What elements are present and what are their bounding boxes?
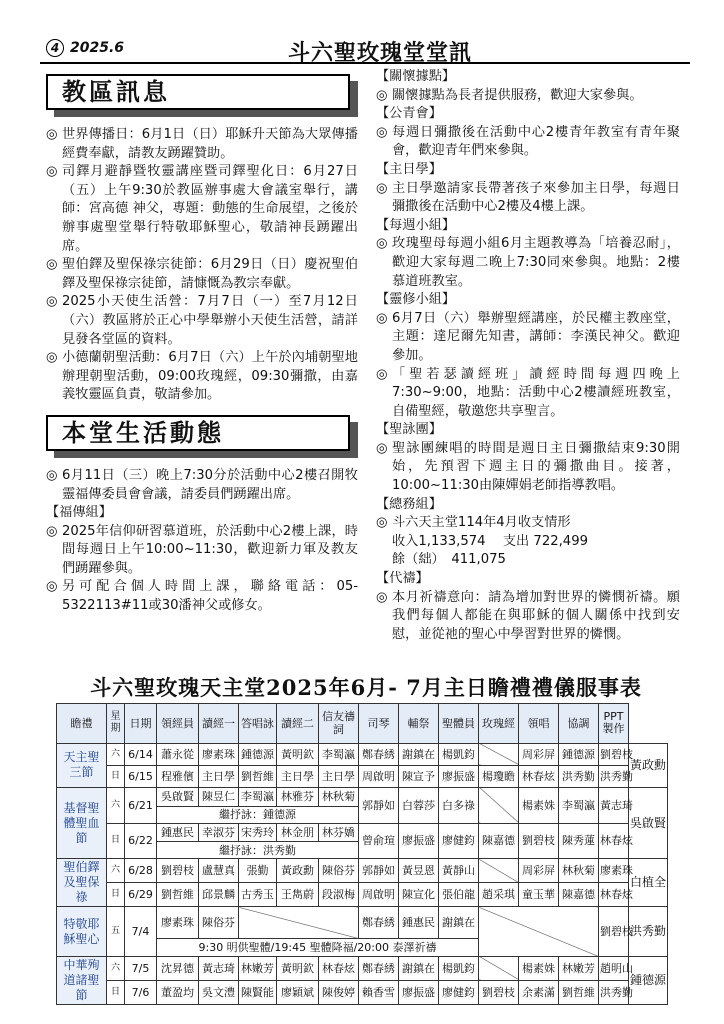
table-cell: 林芬嬌 (319, 823, 359, 842)
table-row (57, 823, 668, 842)
ppt-maker: 鍾德源 (629, 956, 668, 1004)
page-header (40, 36, 690, 64)
ppt-maker: 黃政勳 (629, 743, 668, 787)
col-header: 領經員 (157, 704, 199, 744)
table-cell: 廖素珠 (199, 743, 239, 765)
table-cell: 周啟明 (359, 883, 399, 907)
news-item: ◎ 斗六天主堂114年4月收支情形 (376, 514, 680, 533)
section-label: 【關懷據點】 (376, 69, 456, 84)
table-cell: 鍾惠民 (399, 907, 439, 938)
section-label: 【總務組】 (376, 496, 442, 512)
issue-date: 2025.6 (70, 40, 125, 56)
weekday-cell: 六 (107, 743, 125, 765)
table-cell: 陳宣化 (399, 883, 439, 907)
bullet-icon: ◎ (376, 589, 388, 605)
table-cell: 林秋菊 (559, 859, 599, 883)
news-item: ◎ 玫瑰聖母每週小組6月主題教導為「培養忍耐」，歡迎大家每週二晚上7:30同來參與。地點：2樓慕道班教室。 (376, 236, 680, 289)
section-label: 【代禱】 (376, 571, 429, 587)
table-cell: 陳俗芬 (319, 859, 359, 883)
table-cell: 賴香雪 (359, 980, 399, 1004)
table-cell: 劉碧枝 (599, 907, 629, 956)
diocese-news-heading: 教區訊息 (46, 74, 350, 110)
table-cell: 王雋蔚 (277, 883, 319, 907)
col-header: 信友禱詞 (319, 704, 359, 744)
date-cell: 6/22 (125, 823, 157, 859)
empty-cell (479, 956, 519, 980)
table-cell: 陳嘉德 (479, 823, 519, 859)
table-cell: 張勤 (239, 859, 277, 883)
table-cell: 段淑梅 (319, 883, 359, 907)
news-item: ◎ 聖伯鐸及聖保祿宗徒節：6月29日（日）慶祝聖伯鐸及聖保祿宗徒節，請慷慨為教宗奉獻。 (46, 257, 358, 291)
table-cell: 林秋菊 (319, 787, 359, 806)
feast-name: 特敬耶穌聖心 (57, 907, 107, 956)
col-header: 瞻禮 (57, 704, 107, 744)
left-column (46, 68, 358, 616)
news-item: ◎ 2025年信仰研習慕道班，於活動中心2樓上課，時間每週日上午10:00~11:30，歡迎新力軍及教友們踴躍參與。 (46, 523, 358, 576)
table-cell: 林金朋 (277, 823, 319, 842)
date-cell: 6/14 (125, 743, 157, 765)
table-cell: 林春炫 (319, 956, 359, 980)
right-column (376, 68, 680, 644)
date-cell: 6/21 (125, 787, 157, 823)
table-cell: 李蜀瀛 (319, 743, 359, 765)
news-item: ◎ 另可配合個人時間上課，聯絡電話：05-5322113#11或30潘神父或修女。 (46, 579, 358, 614)
table-cell: 楊素姝 (519, 956, 559, 980)
table-cell: 沈昇德 (157, 956, 199, 980)
bullet-icon: ◎ (46, 257, 58, 273)
table-row (57, 743, 668, 765)
bullet-icon: ◎ (46, 467, 58, 483)
empty-cell (479, 743, 519, 765)
col-header: 答唱詠 (239, 704, 277, 744)
table-cell: 宋秀玲 (239, 823, 277, 842)
empty-cell (479, 859, 519, 883)
col-header: 玫瑰經 (479, 704, 519, 744)
table-cell: 廖素珠 (157, 907, 199, 938)
section-label: 【聖詠團】 (376, 422, 442, 438)
bullet-icon: ◎ (376, 310, 388, 326)
parish-life-banner (46, 415, 358, 459)
table-cell: 劉哲維 (559, 980, 599, 1004)
table-row (57, 907, 668, 938)
table-cell: 林嫩芳 (559, 956, 599, 980)
bullet-icon: ◎ (376, 87, 388, 103)
col-header: 輔祭 (399, 704, 439, 744)
table-cell: 劉哲維 (157, 883, 199, 907)
table-cell: 黃靜山 (439, 859, 479, 883)
news-item: ◎ 司鐸月避靜暨牧靈講座暨司鐸聖化日：6月27日（五）上午9:30於教區辦事處大會議室舉行，講師：宮高德 神父，專題：動態的生命展望，之後於辦事處聖堂舉行特敬耶穌聖心，敬請神長踴躍出席。 (46, 164, 358, 254)
ppt-maker: 白植全 (629, 859, 668, 907)
table-cell: 周彩屏 (519, 743, 559, 765)
table-cell: 林春炫 (519, 765, 559, 787)
col-header: 日期 (125, 704, 157, 744)
bullet-icon: ◎ (46, 579, 58, 595)
weekday-cell: 日 (107, 980, 125, 1004)
table-cell: 林雅芬 (277, 787, 319, 806)
table-cell: 黃志琦 (199, 956, 239, 980)
table-cell: 廖穎斌 (277, 980, 319, 1004)
table-cell: 周彩屏 (519, 859, 559, 883)
date-cell: 7/4 (125, 907, 157, 956)
table-cell: 廖健鈞 (439, 980, 479, 1004)
table-cell: 程雅儐 (157, 765, 199, 787)
date-cell: 6/15 (125, 765, 157, 787)
table-cell: 黃明欽 (277, 956, 319, 980)
news-item: ◎ 「聖若瑟讀經班」讀經時間每週四晚上7:30~9:00，地點：活動中心2樓讀經班教室，自備聖經，敬邀您共享聖言。 (376, 366, 680, 419)
table-cell: 白多祿 (439, 787, 479, 823)
bullet-icon: ◎ (46, 164, 58, 180)
ppt-maker: 洪秀勤 (629, 907, 668, 956)
table-cell: 黃明欽 (277, 743, 319, 765)
table-cell: 林春炫 (599, 883, 629, 907)
table-header-row (57, 704, 668, 744)
table-cell: 洪秀勤 (559, 765, 599, 787)
weekday-cell: 日 (107, 765, 125, 787)
weekday-cell: 五 (107, 907, 125, 956)
table-cell: 白蓉莎 (399, 787, 439, 823)
table-cell: 李蜀瀛 (239, 787, 277, 806)
table-cell: 謝鎮在 (399, 743, 439, 765)
table-cell: 鄭春綉 (359, 743, 399, 765)
table-cell: 主日學 (319, 765, 359, 787)
news-item: ◎ 關懷據點為長者提供服務，歡迎大家參與。 (376, 87, 680, 106)
bullet-icon: ◎ (376, 236, 388, 252)
news-item: ◎ 世界傳播日：6月1日（日）耶穌升天節為大眾傳播經費奉獻，請教友踴躍贊助。 (46, 127, 358, 161)
table-cell: 鍾惠民 (157, 823, 199, 842)
col-header: 司琴 (359, 704, 399, 744)
table-cell: 郭靜如 (359, 787, 399, 823)
bullet-icon: ◎ (376, 440, 388, 456)
table-cell: 李蜀瀛 (559, 787, 599, 823)
bullet-icon: ◎ (46, 350, 58, 366)
table-cell: 周啟明 (359, 765, 399, 787)
bullet-icon: ◎ (46, 127, 58, 142)
table-cell: 邱景麟 (199, 883, 239, 907)
table-cell: 洪秀勤 (599, 980, 629, 1004)
table-row (57, 883, 668, 907)
date-cell: 6/28 (125, 859, 157, 883)
table-cell: 趙明山 (599, 956, 629, 980)
table-cell: 黃志琦 (599, 787, 629, 823)
news-item: ◎ 每週日彌撒後在活動中心2樓青年教室有青年聚會，歡迎青年們來參與。 (376, 124, 680, 159)
table-row (57, 859, 668, 883)
table-cell: 盧慧真 (199, 859, 239, 883)
col-header: 星期 (107, 704, 125, 744)
bullet-icon: ◎ (46, 523, 58, 539)
table-cell: 吳啟賢 (157, 787, 199, 806)
table-cell: 陳嘉德 (559, 883, 599, 907)
section-label: 【主日學】 (376, 161, 442, 177)
date-cell: 7/6 (125, 980, 157, 1004)
table-cell: 郭靜如 (359, 859, 399, 883)
section-label: 【每週小組】 (376, 217, 456, 233)
table-cell: 陳俗芬 (199, 907, 239, 938)
news-item: ◎ 本月祈禱意向：請為增加對世界的憐憫祈禱。願我們每個人都能在與耶穌的個人關係中找到安慰，並從祂的聖心中學習對世界的憐憫。 (376, 589, 680, 642)
table-cell: 曾俞瑄 (359, 823, 399, 859)
table-cell: 廖振盛 (439, 765, 479, 787)
bullet-icon: ◎ (376, 180, 388, 196)
table-cell: 楊瓊瞻 (479, 765, 519, 787)
weekday-cell: 六 (107, 859, 125, 883)
feast-name: 中華殉道諸聖節 (57, 956, 107, 1004)
table-cell: 鄭春綉 (359, 907, 399, 938)
feast-name: 基督聖體聖血節 (57, 787, 107, 858)
table-cell: 趙采琪 (479, 883, 519, 907)
table-row (57, 787, 668, 806)
col-header: 讀經一 (199, 704, 239, 744)
table-cell: 余素滿 (519, 980, 559, 1004)
weekday-cell: 六 (107, 787, 125, 823)
table-cell: 童玉華 (519, 883, 559, 907)
col-header: 協調 (559, 704, 599, 744)
adoration-note: 9:30 明供聖體/19:45 聖體降福/20:00 泰澤祈禱 (157, 938, 479, 956)
sequence-note: 繼抒詠：鍾德源 (157, 806, 359, 823)
table-cell: 幸淑芬 (199, 823, 239, 842)
table-cell: 陳俊婷 (319, 980, 359, 1004)
section-label: 【公青會】 (376, 106, 442, 122)
table-cell: 劉哲維 (239, 765, 277, 787)
table-cell: 林嫩芳 (239, 956, 277, 980)
table-cell: 廖健鈞 (439, 823, 479, 859)
table-cell: 黃昱恩 (399, 859, 439, 883)
bullet-icon: ◎ (376, 124, 388, 140)
table-row (57, 980, 668, 1004)
table-cell: 楊凱鈞 (439, 743, 479, 765)
bullet-icon: ◎ (376, 515, 388, 531)
bullet-icon: ◎ (46, 294, 58, 310)
table-cell: 董盈均 (157, 980, 199, 1004)
diocese-news-banner (46, 74, 358, 118)
table-cell: 謝鎮在 (399, 956, 439, 980)
news-item: ◎ 小德蘭朝聖活動：6月7日（六）上午於內埔朝聖地辦理朝聖活動，09:00玫瑰經，09:30彌撒，由嘉義牧靈區負責，敬請參加。 (46, 350, 358, 403)
parish-life-heading: 本堂生活動態 (46, 415, 350, 451)
section-label: 【靈修小組】 (376, 292, 456, 308)
finance-income-expense: 收入1,133,574 支出 722,499 (392, 533, 588, 549)
table-cell: 鍾德源 (239, 743, 277, 765)
table-cell: 黃政勳 (277, 859, 319, 883)
col-header: 聖體員 (439, 704, 479, 744)
liturgy-schedule-table (56, 703, 668, 1005)
table-cell: 張伯龍 (439, 883, 479, 907)
masthead-title: 斗六聖玫瑰堂堂訊 (288, 40, 473, 66)
feast-name: 天主聖三節 (57, 743, 107, 787)
table-cell: 廖振盛 (399, 980, 439, 1004)
news-item: ◎ 6月7日（六）舉辦聖經講座，於民權主教座堂，主題：達尼爾先知書，講師：李漢民神父。歡迎參加。 (376, 310, 680, 363)
bullet-icon: ◎ (376, 366, 388, 382)
table-cell: 吳文澧 (199, 980, 239, 1004)
section-label: 【福傳組】 (46, 505, 112, 521)
col-header: PPT製作 (599, 704, 629, 744)
table-cell: 鍾德源 (559, 743, 599, 765)
news-item: ◎ 6月11日（三）晚上7:30分於活動中心2樓召開牧靈福傳委員會會議，請委員們踴躍出席。 (46, 467, 358, 502)
table-cell: 古秀玉 (239, 883, 277, 907)
news-item: ◎ 聖詠團練唱的時間是週日主日彌撒結束9:30開始，先預習下週主日的彌撒曲目。接著，10:00~11:30由陳嬋娟老師指導教唱。 (376, 440, 680, 494)
table-cell: 劉碧枝 (479, 980, 519, 1004)
weekday-cell: 日 (107, 883, 125, 907)
table-cell: 陳宣予 (399, 765, 439, 787)
table-cell: 劉碧枝 (599, 743, 629, 765)
table-cell: 楊素姝 (519, 787, 559, 823)
col-header: 領唱 (519, 704, 559, 744)
table-cell: 楊凱鈞 (439, 956, 479, 980)
table-cell: 洪秀勤 (599, 765, 629, 787)
table-cell: 劉碧枝 (157, 859, 199, 883)
table-cell: 蕭永從 (157, 743, 199, 765)
feast-name: 聖伯鐸及聖保祿 (57, 859, 107, 907)
sequence-note: 繼抒詠：洪秀勤 (157, 842, 359, 859)
weekday-cell: 日 (107, 823, 125, 859)
empty-cell (479, 787, 519, 823)
table-cell: 陳賢能 (239, 980, 277, 1004)
table-cell: 廖素珠 (599, 859, 629, 883)
table-cell: 廖振盛 (399, 823, 439, 859)
date-cell: 7/5 (125, 956, 157, 980)
table-cell: 主日學 (277, 765, 319, 787)
news-item: ◎ 主日學邀請家長帶著孩子來參加主日學，每週日彌撒後在活動中心2樓及4樓上課。 (376, 180, 680, 215)
table-cell: 陳秀蓮 (559, 823, 599, 859)
col-header: 讀經二 (277, 704, 319, 744)
empty-cell (479, 907, 599, 956)
ppt-maker: 吳啟賢 (629, 787, 668, 858)
table-cell: 主日學 (199, 765, 239, 787)
table-cell: 陳昱仁 (199, 787, 239, 806)
date-cell: 6/29 (125, 883, 157, 907)
empty-cell (239, 907, 359, 938)
weekday-cell: 六 (107, 956, 125, 980)
schedule-title: 斗六聖玫瑰天主堂2025年6月- 7月主日瞻禮禮儀服事表 (90, 675, 642, 700)
table-row (57, 765, 668, 787)
table-cell: 劉碧枝 (519, 823, 559, 859)
issue-number: 4 (46, 39, 64, 57)
table-cell: 林春炫 (599, 823, 629, 859)
finance-balance: 餘（絀） 411,075 (392, 552, 506, 568)
table-row (57, 956, 668, 980)
news-item: ◎ 2025小天使生活營：7月7日（一）至7月12日（六）教區將於正心中學舉辦小天使生活營，請詳見發各堂區的資料。 (46, 294, 358, 347)
table-cell: 鄭春綉 (359, 956, 399, 980)
table-cell: 謝鎮在 (439, 907, 479, 938)
